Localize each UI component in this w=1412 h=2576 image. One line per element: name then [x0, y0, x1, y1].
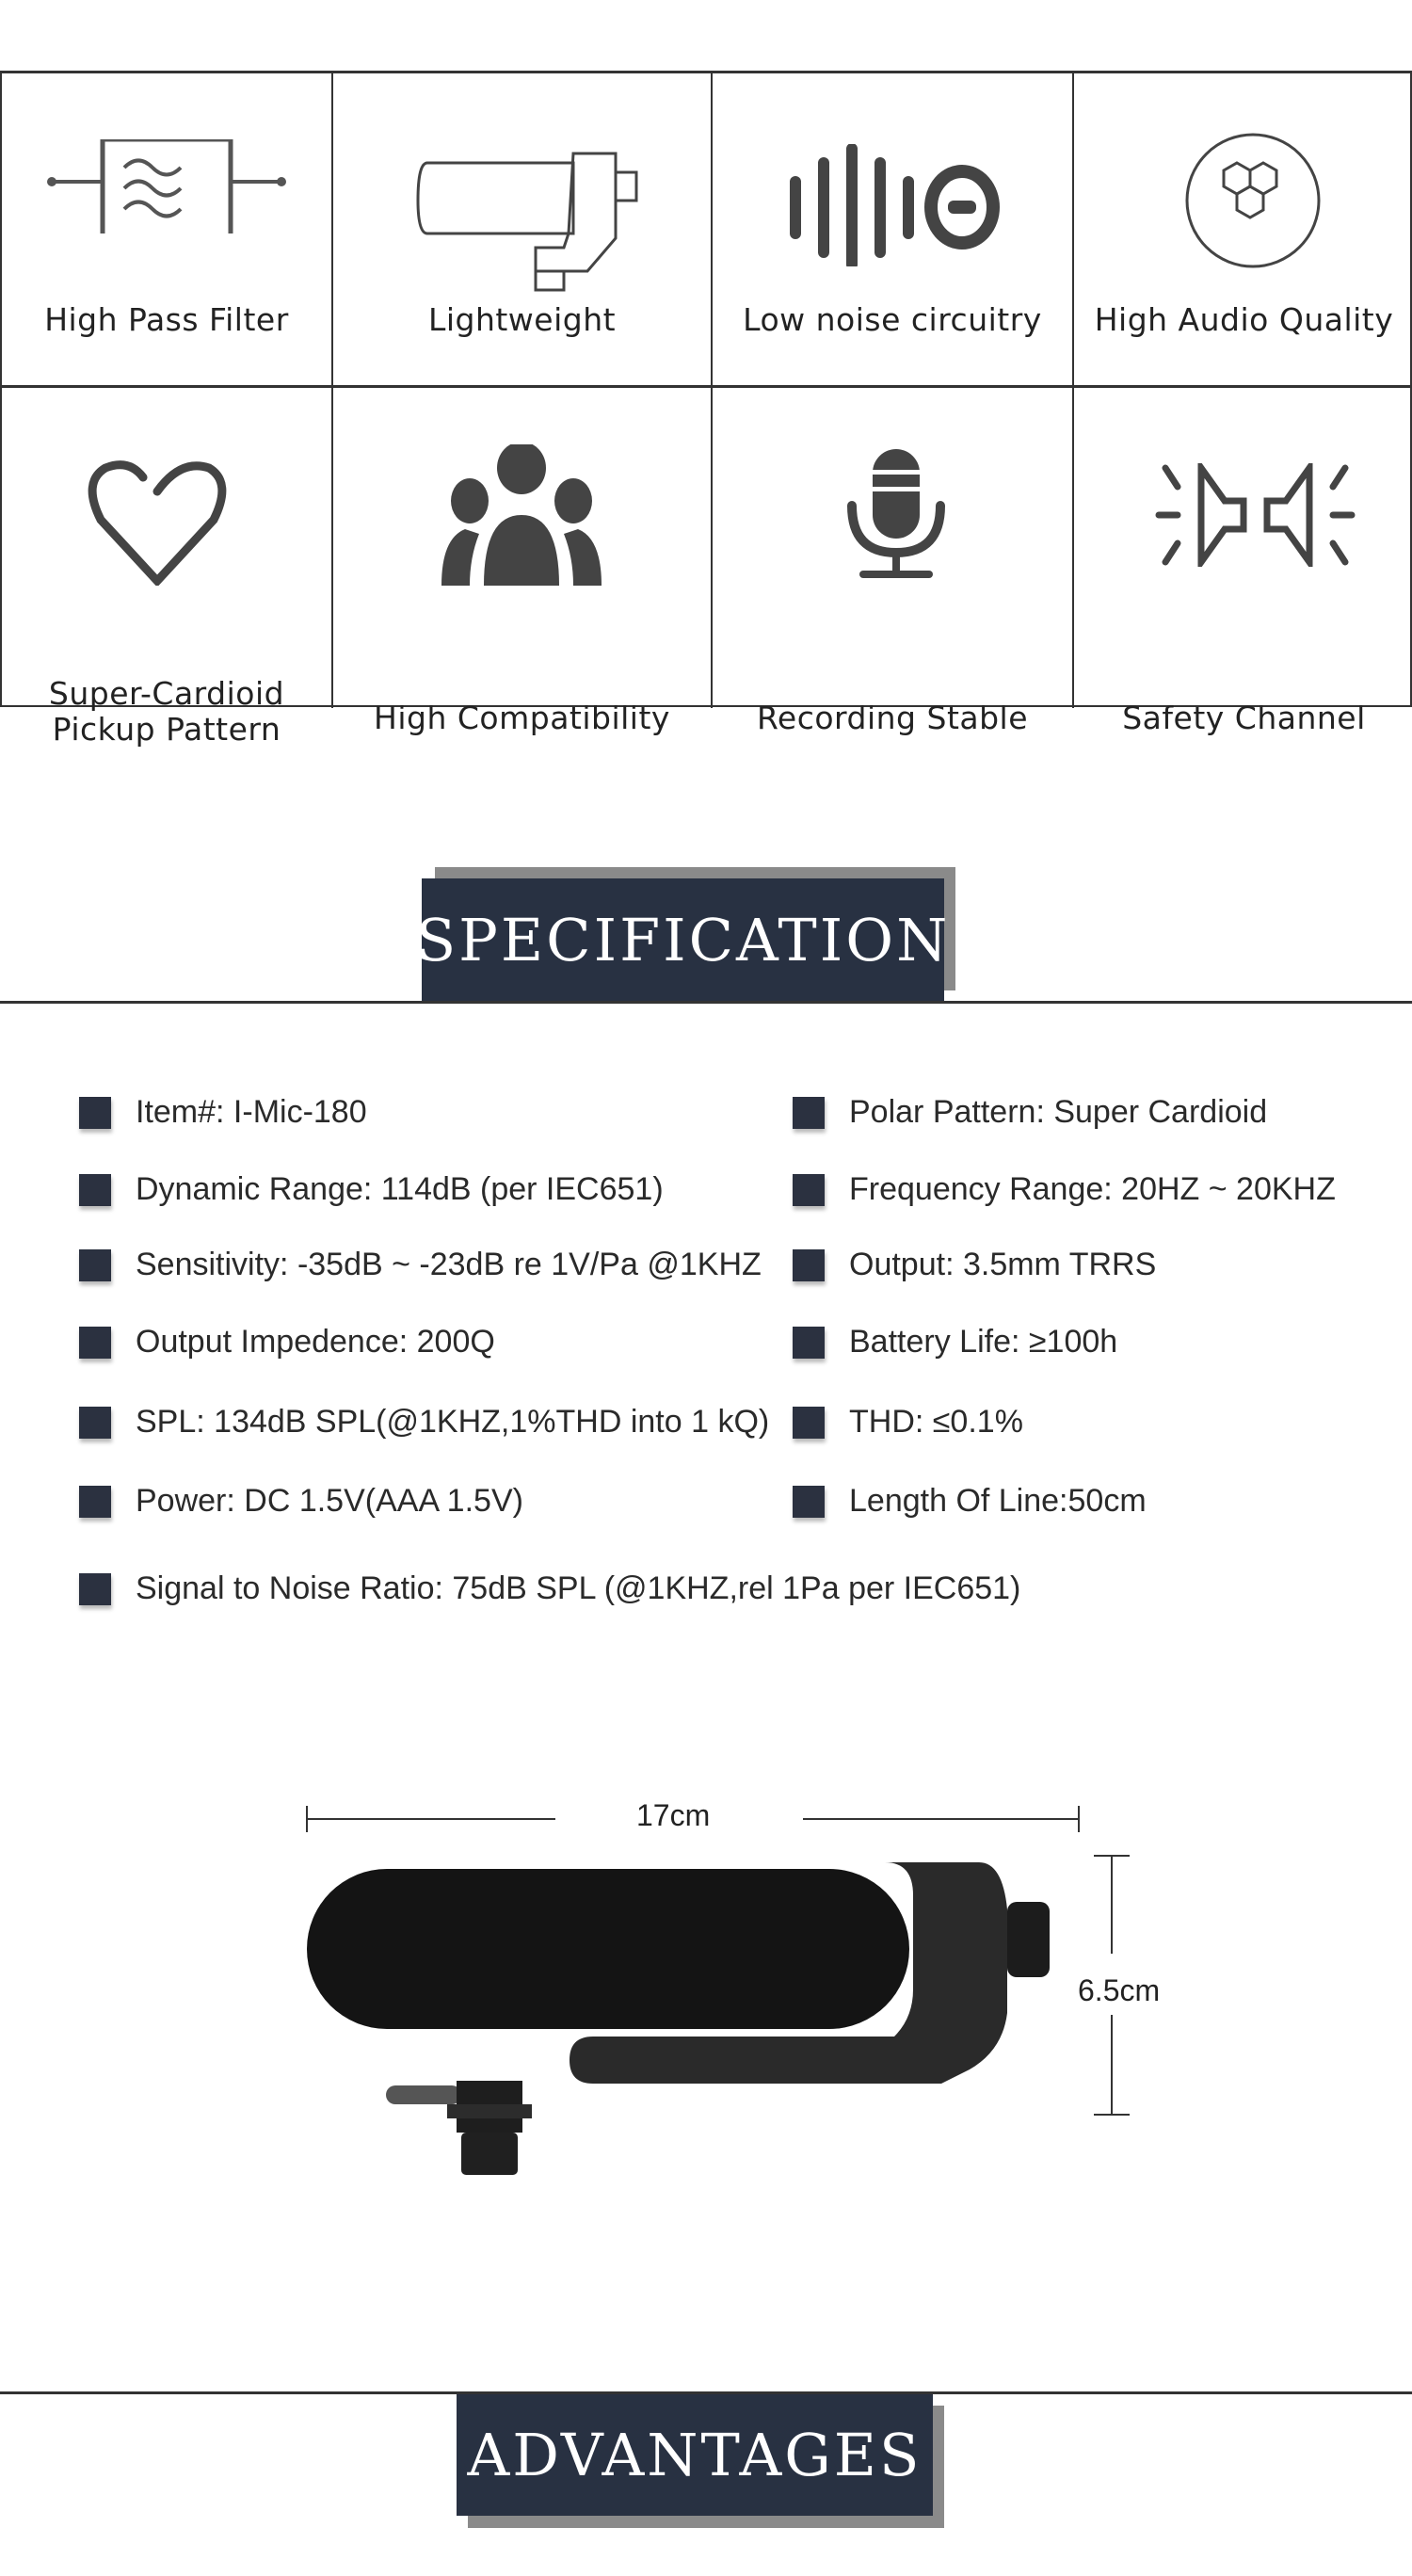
feature-label: [2, 676, 331, 748]
section-divider: [0, 1001, 1412, 1004]
bullet-icon: [79, 1327, 111, 1359]
microphone-icon: [844, 449, 948, 581]
microphone-product-image: [282, 1779, 1148, 2203]
spec-text: Item#: I-Mic-180: [136, 1094, 367, 1130]
microphone-outline-icon: [413, 144, 639, 295]
feature-lightweight: [333, 73, 713, 385]
spec-text: THD: ≤0.1%: [849, 1404, 1023, 1440]
spec-item: [793, 1324, 1117, 1360]
bullet-icon: [793, 1097, 825, 1129]
feature-high-pass-filter: [2, 73, 333, 385]
spec-text: SPL: 134dB SPL(@1KHZ,1%THD into 1 kQ): [136, 1404, 770, 1440]
speakers-icon: [1154, 463, 1356, 567]
spec-item: [793, 1483, 1147, 1520]
bullet-icon: [79, 1573, 111, 1605]
spec-item: [79, 1324, 495, 1360]
feature-label: High Audio Quality: [1094, 301, 1394, 338]
bullet-icon: [79, 1407, 111, 1439]
hexagon-molecule-icon: [1182, 130, 1324, 271]
high-pass-filter-icon: [44, 139, 289, 233]
spec-item: [79, 1094, 367, 1131]
advantages-title: ADVANTAGES: [457, 2394, 933, 2516]
feature-high-audio-quality: [1074, 73, 1412, 385]
length-dimension-label: 17cm: [636, 1798, 711, 1832]
feature-label: Recording Stable: [756, 700, 1029, 736]
spec-text: Output Impedence: 200Q: [136, 1324, 495, 1360]
spec-text: Power: DC 1.5V(AAA 1.5V): [136, 1483, 523, 1519]
spec-item: [79, 1171, 664, 1208]
feature-low-noise: [713, 73, 1074, 385]
spec-item: [79, 1570, 1020, 1607]
spec-item: [793, 1247, 1156, 1283]
spec-item: [79, 1483, 523, 1520]
heart-icon: [85, 454, 231, 586]
bullet-icon: [79, 1249, 111, 1281]
spec-item: [793, 1171, 1336, 1208]
feature-high-compatibility: [333, 388, 713, 736]
feature-grid: [0, 71, 1412, 748]
feature-recording-stable: [713, 388, 1074, 736]
height-dimension-label: 6.5cm: [1078, 1973, 1161, 2007]
bullet-icon: [793, 1327, 825, 1359]
feature-label-text: Super-Cardioid Pickup Pattern: [48, 675, 285, 748]
feature-super-cardioid: [2, 388, 333, 748]
bullet-icon: [793, 1486, 825, 1518]
specification-title: SPECIFICATION: [422, 878, 944, 1002]
feature-label: Low noise circuitry: [743, 301, 1042, 338]
feature-safety-channel: [1074, 388, 1412, 736]
spec-text: Dynamic Range: 114dB (per IEC651): [136, 1171, 664, 1207]
spec-text: Sensitivity: -35dB ~ -23dB re 1V/Pa @1KHZ: [136, 1247, 762, 1282]
spec-text: Length Of Line:50cm: [849, 1483, 1147, 1519]
feature-label: High Compatibility: [374, 700, 670, 736]
bullet-icon: [793, 1249, 825, 1281]
feature-label: High Pass Filter: [44, 301, 289, 338]
sound-wave-icon: [788, 144, 1014, 266]
spec-item: [79, 1404, 769, 1441]
spec-item: [79, 1247, 762, 1283]
bullet-icon: [793, 1407, 825, 1439]
bullet-icon: [79, 1097, 111, 1129]
spec-text: Battery Life: ≥100h: [849, 1324, 1118, 1360]
spec-text: Polar Pattern: Super Cardioid: [849, 1094, 1268, 1130]
spec-text: Signal to Noise Ratio: 75dB SPL (@1KHZ,rel 1Pa per IEC651): [136, 1570, 1021, 1606]
bullet-icon: [79, 1486, 111, 1518]
feature-label: Safety Channel: [1122, 700, 1366, 736]
spec-text: Frequency Range: 20HZ ~ 20KHZ: [849, 1171, 1336, 1207]
bullet-icon: [79, 1174, 111, 1206]
feature-label: Lightweight: [427, 301, 617, 338]
spec-text: Output: 3.5mm TRRS: [849, 1247, 1157, 1282]
group-icon: [441, 444, 602, 586]
spec-item: [793, 1404, 1023, 1441]
spec-item: [793, 1094, 1267, 1131]
bullet-icon: [793, 1174, 825, 1206]
